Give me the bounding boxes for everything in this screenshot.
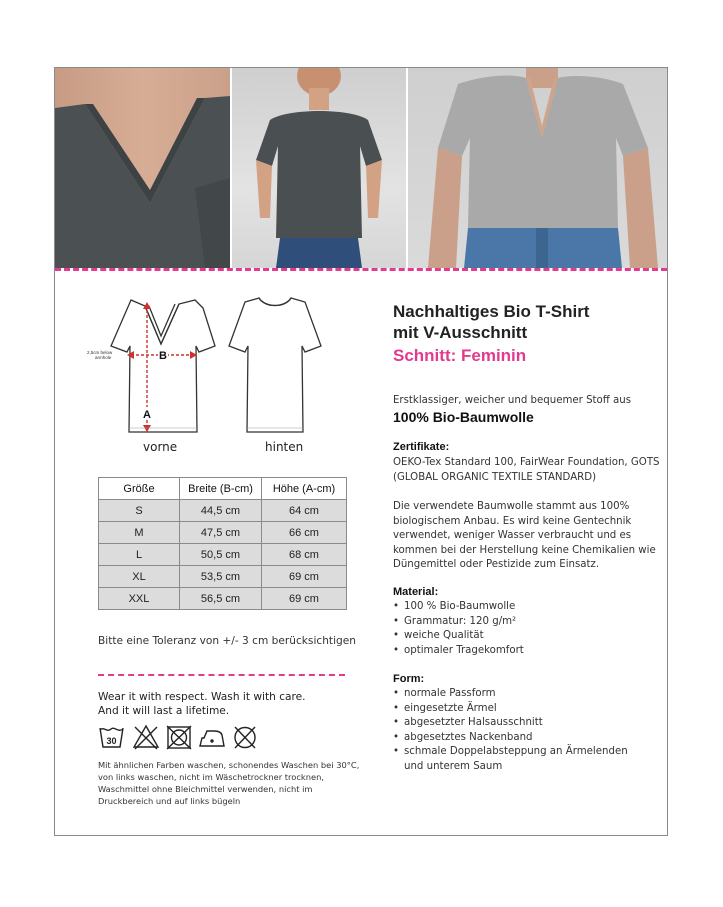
- list-item: • normale Passform: [393, 687, 628, 702]
- table-row: [99, 588, 347, 610]
- back-shirt-outline: [229, 298, 321, 432]
- underarm-note-line1: 2,5cm below: [87, 350, 113, 355]
- title-line2: mit V-Ausschnitt: [393, 323, 528, 342]
- no-tumble-dry-icon: [167, 726, 191, 749]
- table-row: [99, 522, 347, 544]
- cell-width: 53,5 cm: [180, 566, 262, 588]
- product-sheet: [54, 67, 668, 836]
- cell-width: 56,5 cm: [180, 588, 262, 610]
- diagram-back-label: hinten: [265, 440, 304, 454]
- cell-height: 69 cm: [262, 588, 347, 610]
- material-heading: Material:: [393, 586, 439, 598]
- col-header-width: Breite (B-cm): [180, 478, 262, 500]
- cell-width: 44,5 cm: [180, 500, 262, 522]
- wash-30-icon: [100, 728, 123, 747]
- shirt-diagram: [85, 294, 345, 439]
- table-row: [99, 500, 347, 522]
- col-header-height: Höhe (A-cm): [262, 478, 347, 500]
- certificates-heading: Zertifikate:: [393, 441, 450, 453]
- diagram-front-label: vorne: [143, 440, 178, 454]
- cell-height: 69 cm: [262, 566, 347, 588]
- wash-temp-label: 30: [106, 736, 117, 746]
- list-item-continuation: und unterem Saum: [404, 760, 503, 772]
- photo-back-view: [232, 68, 406, 268]
- marker-a: A: [143, 409, 151, 421]
- table-row: [99, 544, 347, 566]
- list-item: • weiche Qualität: [393, 629, 524, 644]
- table-header-row: [99, 478, 347, 500]
- list-item: • Grammatur: 120 g/m²: [393, 615, 524, 630]
- no-dry-clean-icon: [235, 727, 255, 748]
- photo-strip: [55, 68, 667, 268]
- iron-low-icon: [200, 731, 224, 746]
- table-row: [99, 566, 347, 588]
- photo-grey-shirt-front: [408, 68, 667, 268]
- col-header-size: Größe: [99, 478, 180, 500]
- pink-dashed-divider: [55, 268, 667, 271]
- list-item: • abgesetzter Halsausschnitt: [393, 716, 628, 731]
- form-heading: Form:: [393, 673, 425, 685]
- cell-size: M: [99, 522, 180, 544]
- care-heading: [98, 690, 306, 718]
- care-symbols: [98, 723, 268, 753]
- title-line1: Nachhaltiges Bio T-Shirt: [393, 302, 590, 321]
- care-heading-line1: Wear it with respect. Wash it with care.: [98, 691, 306, 703]
- care-heading-line2: And it will last a lifetime.: [98, 705, 230, 717]
- tolerance-note: Bitte eine Toleranz von +/- 3 cm berücksichtigen: [98, 635, 356, 647]
- pink-dashed-divider-short: [98, 674, 345, 676]
- material-highlight: 100% Bio-Baumwolle: [393, 409, 534, 425]
- form-list: [393, 687, 628, 774]
- cell-height: 66 cm: [262, 522, 347, 544]
- marker-b: B: [159, 350, 167, 362]
- front-shirt-outline: [111, 300, 215, 432]
- list-item: • 100 % Bio-Baumwolle: [393, 600, 524, 615]
- cut-label: Schnitt: Feminin: [393, 346, 527, 365]
- underarm-note-line2: armhole: [95, 355, 112, 360]
- care-instructions: Mit ähnlichen Farben waschen, schonendes Waschen bei 30°C, von links waschen, nicht im Wäschetrockner trocknen, Waschmittel ohne Bleichmittel verwenden, nicht im Druckbereich und auf links bügeln: [98, 760, 360, 806]
- cell-height: 64 cm: [262, 500, 347, 522]
- cell-size: XL: [99, 566, 180, 588]
- cell-height: 68 cm: [262, 544, 347, 566]
- cell-size: L: [99, 544, 180, 566]
- size-table: [98, 477, 347, 610]
- cell-size: XXL: [99, 588, 180, 610]
- list-item: • optimaler Tragekomfort: [393, 644, 524, 659]
- organic-cotton-text: Die verwendete Baumwolle stammt aus 100% biologischem Anbau. Es wird keine Gentechnik verwendet, weniger Wasser verbraucht und es kommen bei der Herstellung keine Chemikalien wie Düngemittel oder Pestizide zum Einsatz.: [393, 501, 656, 570]
- intro-text: Erstklassiger, weicher und bequemer Stoff aus: [393, 395, 632, 406]
- list-item: • eingesetzte Ärmel: [393, 702, 628, 717]
- list-item: • abgesetztes Nackenband: [393, 731, 628, 746]
- list-item: • schmale Doppelabsteppung an Ärmelenden: [393, 745, 628, 760]
- certificates-text: OEKO-Tex Standard 100, FairWear Foundation, GOTS (GLOBAL ORGANIC TEXTILE STANDARD): [393, 457, 660, 483]
- product-title: [393, 301, 589, 343]
- cell-size: S: [99, 500, 180, 522]
- photo-neckline-closeup: [55, 68, 230, 268]
- cell-width: 47,5 cm: [180, 522, 262, 544]
- material-list: [393, 600, 524, 658]
- no-bleach-icon: [134, 726, 158, 749]
- cell-width: 50,5 cm: [180, 544, 262, 566]
